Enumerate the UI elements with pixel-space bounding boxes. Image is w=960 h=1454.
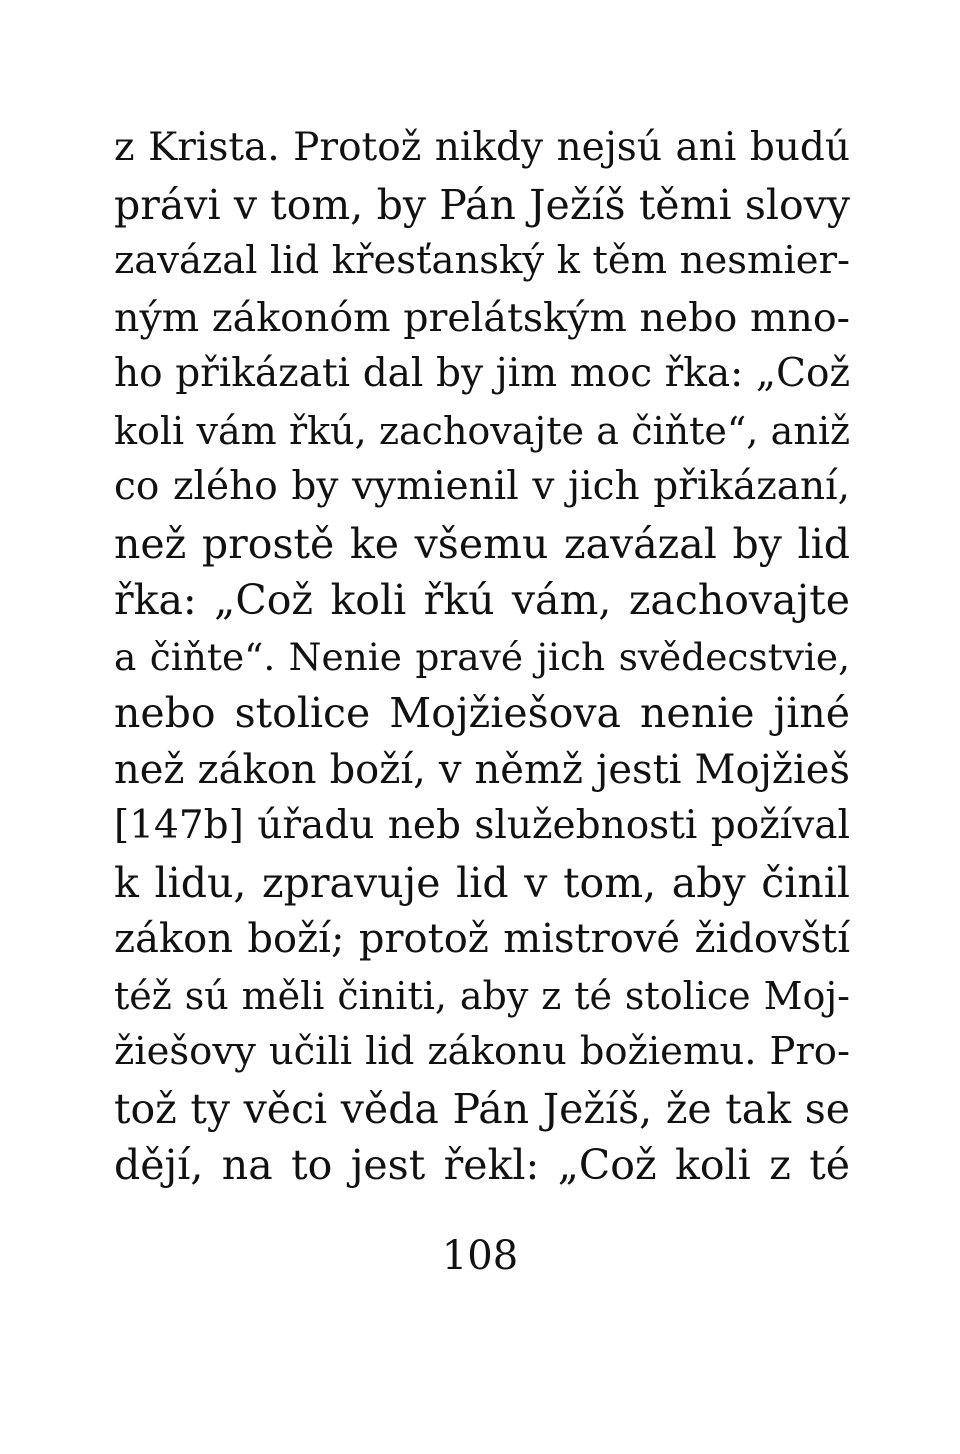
text-line: zákon boží; protož mistrové židovští bbox=[114, 916, 850, 962]
text-line: nebo stolice Mojžiešova nenie jiné bbox=[114, 689, 850, 737]
text-line: právi v tom, by Pán Ježíš těmi slovy bbox=[114, 180, 850, 229]
text-line: co zlého by vymienil v jich přikázaní, bbox=[114, 464, 850, 509]
text-line: tož ty věci věda Pán Ježíš, že tak se bbox=[114, 1084, 850, 1133]
text-line: ho přikázati dal by jim moc řka: „Což bbox=[114, 351, 850, 396]
text-line: ným zákonóm prelátským nebo mno- bbox=[114, 294, 850, 341]
text-line: zavázal lid křesťanský k těm nesmier- bbox=[114, 238, 850, 283]
text-line: koli vám řkú, zachovajte a čiňte“, aniž bbox=[114, 408, 850, 453]
text-line: žiešovy učili lid zákonu božiemu. Pro- bbox=[114, 1029, 850, 1074]
text-line: a čiňte“. Nenie pravé jich svědecstvie, bbox=[114, 634, 850, 679]
text-line: než zákon boží, v němž jesti Mojžieš bbox=[114, 746, 850, 793]
page-number: 108 bbox=[441, 1233, 519, 1279]
text-line: též sú měli činiti, aby z té stolice Moj- bbox=[114, 973, 850, 1018]
text-line: z Krista. Protož nikdy nejsú ani budú bbox=[114, 125, 850, 170]
text-line: dějí, na to jest řekl: „Což koli z té bbox=[114, 1141, 850, 1189]
body-text bbox=[114, 120, 850, 1194]
text-line: [147b] úřadu neb služebnosti požíval bbox=[114, 803, 850, 848]
text-line: k lidu, zpravuje lid v tom, aby činil bbox=[114, 858, 850, 907]
text-line: řka: „Což koli řkú vám, zachovajte bbox=[114, 576, 850, 624]
text-line: než prostě ke všemu zavázal by lid bbox=[114, 519, 850, 568]
